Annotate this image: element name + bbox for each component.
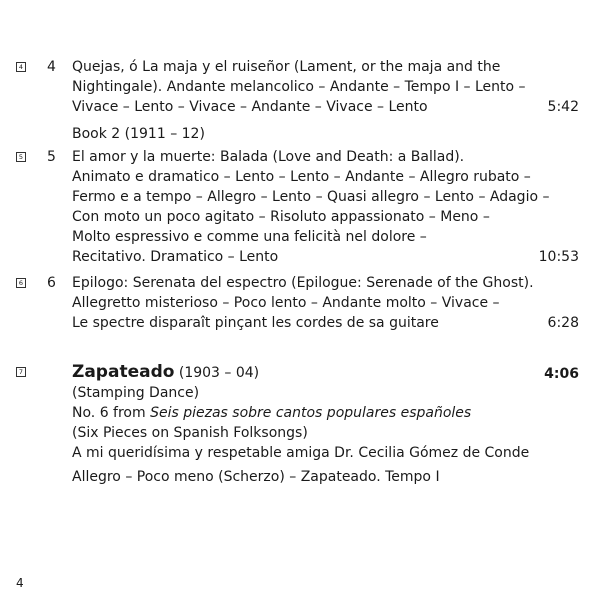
work-source-title: Seis piezas sobre cantos populares españoles [150, 405, 472, 421]
track-box: 5 [16, 152, 26, 162]
track-line: Fermo e a tempo – Allegro – Lento – Quasi allegro – Lento – Adagio – [72, 189, 550, 205]
track-line: Epilogo: Serenata del espectro (Epilogue: Serenade of the Ghost). [72, 275, 534, 291]
work-source-prefix: No. 6 from [72, 405, 151, 421]
work-source [72, 403, 552, 423]
track-box: 4 [16, 62, 26, 72]
work-source-translation: (Six Pieces on Spanish Folksongs) [72, 425, 308, 441]
track-line: Recitativo. Dramatico – Lento [72, 249, 279, 265]
page-number: 4 [16, 576, 24, 590]
track-number: 4 [47, 59, 56, 75]
track-line: El amor y la muerte: Balada (Love and Death: a Ballad). [72, 149, 465, 165]
track-duration: 6:28 [547, 315, 579, 331]
track-line: Allegretto misterioso – Poco lento – Andante molto – Vivace – [72, 295, 500, 311]
track-line: Molto espressivo e comme una felicità nel dolore – [72, 229, 427, 245]
book-heading: Book 2 (1911 – 12) [72, 126, 205, 142]
track-text [72, 273, 552, 333]
track-line: Con moto un poco agitato – Risoluto appassionato – Meno – [72, 209, 490, 225]
track-line: Le spectre disparaît pinçant les cordes de sa guitare [72, 315, 439, 331]
track-number: 5 [47, 149, 56, 165]
track-line: Nightingale). Andante melancolico – Andante – Tempo I – Lento – [72, 79, 526, 95]
track-box: 7 [16, 367, 26, 377]
track-duration: 5:42 [547, 99, 579, 115]
work-dedication: A mi queridísima y respetable amiga Dr. Cecilia Gómez de Conde [72, 445, 530, 461]
track-duration: 4:06 [544, 366, 579, 382]
track-text [72, 147, 552, 267]
track-text [72, 57, 552, 117]
track-line: Quejas, ó La maja y el ruiseñor (Lament, or the maja and the [72, 59, 501, 75]
track-line: Vivace – Lento – Vivace – Andante – Vivace – Lento [72, 99, 428, 115]
work-years: (1903 – 04) [174, 365, 260, 381]
track-box: 6 [16, 278, 26, 288]
work-title: Zapateado [72, 362, 175, 382]
work-tempi: Allegro – Poco meno (Scherzo) – Zapateado. Tempo I [72, 469, 440, 485]
track-line: Animato e dramatico – Lento – Lento – Andante – Allegro rubato – [72, 169, 531, 185]
track-text [72, 362, 552, 487]
work-subtitle: (Stamping Dance) [72, 385, 200, 401]
work-title-line [72, 362, 552, 383]
track-duration: 10:53 [538, 249, 579, 265]
track-number: 6 [47, 275, 56, 291]
